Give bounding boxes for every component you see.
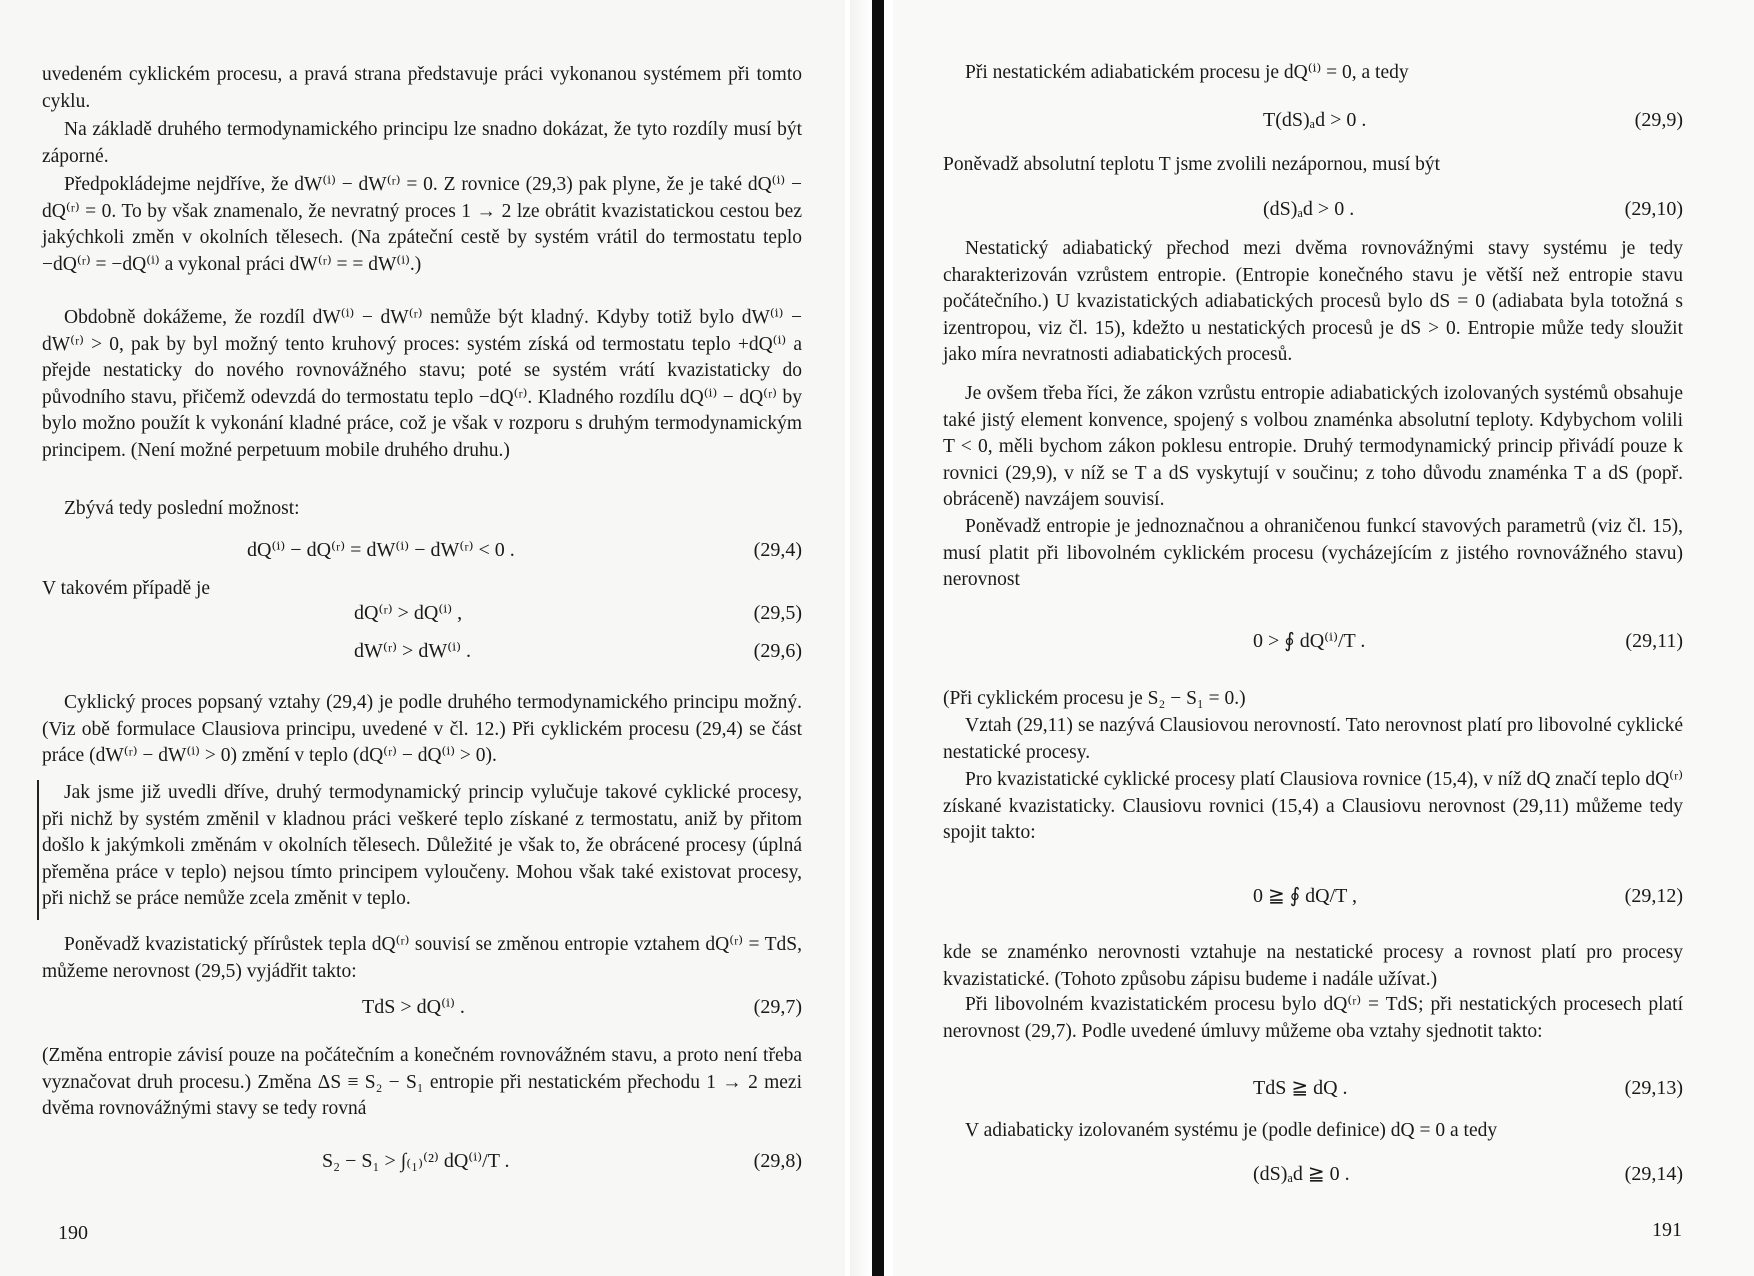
equation-number: (29,14) [1624,1163,1683,1185]
equation-expression: (dS)ₐd ≧ 0 . [1253,1163,1350,1185]
equation-expression: TdS > dQ⁽ⁱ⁾ . [362,996,465,1018]
equation-expression: TdS ≧ dQ . [1253,1077,1348,1099]
equation-number: (29,12) [1624,885,1683,907]
paragraph: Cyklický proces popsaný vztahy (29,4) je podle druhého termodynamického principu možný. (Viz obě formulace Clausiova principu, uvedené v čl. 12.) Při cyklickém procesu (29,4) se část práce (dW⁽ʳ⁾ − dW⁽ⁱ⁾ > 0) změní v teplo (dQ⁽ʳ⁾ − dQ⁽ⁱ⁾ > 0). [42,692,802,766]
equation [943,883,1683,913]
equation-expression: dW⁽ʳ⁾ > dW⁽ⁱ⁾ . [354,640,472,662]
paragraph: uvedeném cyklickém procesu, a pravá strana představuje práci vykonanou systémem při tomto cyklu. [42,64,802,112]
paragraph: Předpokládejme nejdříve, že dW⁽ⁱ⁾ − dW⁽ʳ⁾ = 0. Z rovnice (29,3) pak plyne, že je také dQ⁽ⁱ⁾ − dQ⁽ʳ⁾ = 0. To by však znamenalo, že nevratný proces 1 → 2 lze obrátit kvazistatickou cestou bez jakýchkoli změn v okolních tělesech. (Na zpáteční cestě by systém vrátil do termostatu teplo −dQ⁽ʳ⁾ = −dQ⁽ⁱ⁾ a vykonal práci dW⁽ʳ⁾ = = dW⁽ⁱ⁾.) [42,174,802,275]
paragraph: Zbývá tedy poslední možnost: [64,498,300,519]
paragraph: Při nestatickém adiabatickém procesu je dQ⁽ⁱ⁾ = 0, a tedy [965,62,1409,83]
equation-number: (29,11) [1625,630,1683,652]
equation [42,638,802,668]
equation [943,1075,1683,1105]
equation-expression: 0 ≧ ∮ dQ/T , [1253,885,1358,907]
page-number-right: 191 [1652,1219,1682,1241]
binding-edge [872,0,884,1276]
equation-expression: dQ⁽ʳ⁾ > dQ⁽ⁱ⁾ , [354,602,463,624]
page-number-left: 190 [58,1222,88,1244]
equation-number: (29,9) [1634,109,1683,131]
equation-expression: 0 > ∮ dQ⁽ⁱ⁾/T . [1253,630,1366,652]
equation [42,1148,802,1178]
paragraph: Obdobně dokážeme, že rozdíl dW⁽ⁱ⁾ − dW⁽ʳ⁾ nemůže být kladný. Kdyby totiž bylo dW⁽ⁱ⁾ − dW⁽ʳ⁾ > 0, pak by byl možný tento kruhový proces: systém získá od termostatu teplo +dQ⁽ⁱ⁾ a přejde nestaticky do nového rovnovážného stavu; poté se systém vrátí kvazistaticky do původního stavu, přičemž odevzdá do termostatu teplo −dQ⁽ʳ⁾. Kladného rozdílu dQ⁽ⁱ⁾ − dQ⁽ʳ⁾ by bylo možno použít k vykonání kladné práce, což je však v rozporu s druhým termodynamickým principem. (Není možné perpetuum mobile druhého druhu.) [42,307,802,461]
equation-number: (29,10) [1624,198,1683,220]
paragraph: Při libovolném kvazistatickém procesu bylo dQ⁽ʳ⁾ = TdS; při nestatických procesech platí nerovnost (29,7). Podle uvedené úmluvy můžeme oba vztahy sjednotit takto: [943,994,1683,1042]
equation-expression: dQ⁽ⁱ⁾ − dQ⁽ʳ⁾ = dW⁽ⁱ⁾ − dW⁽ʳ⁾ < 0 . [247,539,515,561]
equation [42,994,802,1024]
equation [42,537,802,567]
equation [943,628,1683,658]
equation-number: (29,4) [753,539,802,561]
equation-number: (29,7) [753,996,802,1018]
margin-marker-line [37,780,39,920]
paragraph: kde se znaménko nerovnosti vztahuje na nestatické procesy a rovnost platí pro procesy kvazistatické. (Tohoto způsobu zápisu budeme i nadále užívat.) [943,942,1683,990]
paragraph: Poněvadž entropie je jednoznačnou a ohraničenou funkcí stavových parametrů (viz čl. 15), musí platit při libovolném cyklickém procesu (vycházejícím z jistého rovnovážného stavu) nerovnost [943,516,1683,590]
paragraph: Poněvadž absolutní teplotu T jsme zvolili nezápornou, musí být [943,154,1441,175]
equation-number: (29,5) [753,602,802,624]
equation [943,196,1683,226]
paragraph: V takovém případě je [42,578,211,599]
equation-expression: (dS)ₐd > 0 . [1263,198,1355,220]
equation-number: (29,13) [1624,1077,1683,1099]
paragraph: Je ovšem třeba říci, že zákon vzrůstu entropie adiabatických izolovaných systémů obsahuje také jistý element konvence, spojený s volbou znaménka absolutní teploty. Kdybychom volili T < 0, měli bychom zákon poklesu entropie. Druhý termodynamický princip přivádí pouze k rovnici (29,9), v níž se T a dS vyskytují v součinu; z toho důvodu znaménka T a dS (popř. obráceně) navzájem souvisí. [943,383,1683,510]
equation-expression: T(dS)ₐd > 0 . [1263,109,1367,131]
equation [42,600,802,630]
paragraph: Pro kvazistatické cyklické procesy platí Clausiova rovnice (15,4), v níž dQ značí teplo dQ⁽ʳ⁾ získané kvazistaticky. Clausiovu rovnici (15,4) a Clausiovu nerovnost (29,11) můžeme tedy spojit takto: [943,769,1683,843]
gutter-shadow [850,0,872,1276]
paragraph: Poněvadž kvazistatický přírůstek tepla dQ⁽ʳ⁾ souvisí se změnou entropie vztahem dQ⁽ʳ⁾ = TdS, můžeme nerovnost (29,5) vyjádřit takto: [42,934,802,982]
equation-number: (29,6) [753,640,802,662]
equation-number: (29,8) [753,1150,802,1172]
paragraph: (Změna entropie závisí pouze na počátečním a konečném rovnovážném stavu, a proto není třeba vyznačovat druh procesu.) Změna ΔS ≡ S₂ − S₁ entropie při nestatickém přechodu 1 → 2 mezi dvěma rovnovážnými stavy se tedy rovná [42,1045,802,1119]
paragraph: Vztah (29,11) se nazývá Clausiovou nerovností. Tato nerovnost platí pro libovolné cyklické nestatické procesy. [943,715,1683,763]
paragraph: Nestatický adiabatický přechod mezi dvěma rovnovážnými stavy systému je tedy charakterizován vzrůstem entropie. (Entropie konečného stavu je větší než entropie stavu počátečního.) U kvazistatických adiabatických procesů bylo dS = 0 (adiabata byla totožná s izentropou, viz čl. 15), kdežto u nestatických procesů je dS > 0. Entropie může tedy sloužit jako míra nevratnosti adiabatických procesů. [943,238,1683,365]
paragraph: V adiabaticky izolovaném systému je (podle definice) dQ = 0 a tedy [965,1120,1498,1141]
equation [943,107,1683,137]
paragraph: (Při cyklickém procesu je S₂ − S₁ = 0.) [943,688,1246,709]
paragraph: Jak jsme již uvedli dříve, druhý termodynamický princip vylučuje takové cyklické procesy, při nichž by systém změnil v kladnou práci veškeré teplo získané z termostatu, aniž by přitom došlo k jakýmkoli změnám v okolních tělesech. Důležité je však to, že obrácené procesy (úplná přeměna práce v teplo) nejsou tímto principem vyloučeny. Mohou však také existovat procesy, při nichž se práce nemůže zcela změnit v teplo. [42,782,802,909]
paragraph: Na základě druhého termodynamického principu lze snadno dokázat, že tyto rozdíly musí být záporné. [42,119,802,167]
equation-expression: S₂ − S₁ > ∫₍₁₎⁽²⁾ dQ⁽ⁱ⁾/T . [322,1150,510,1172]
equation [943,1161,1683,1191]
